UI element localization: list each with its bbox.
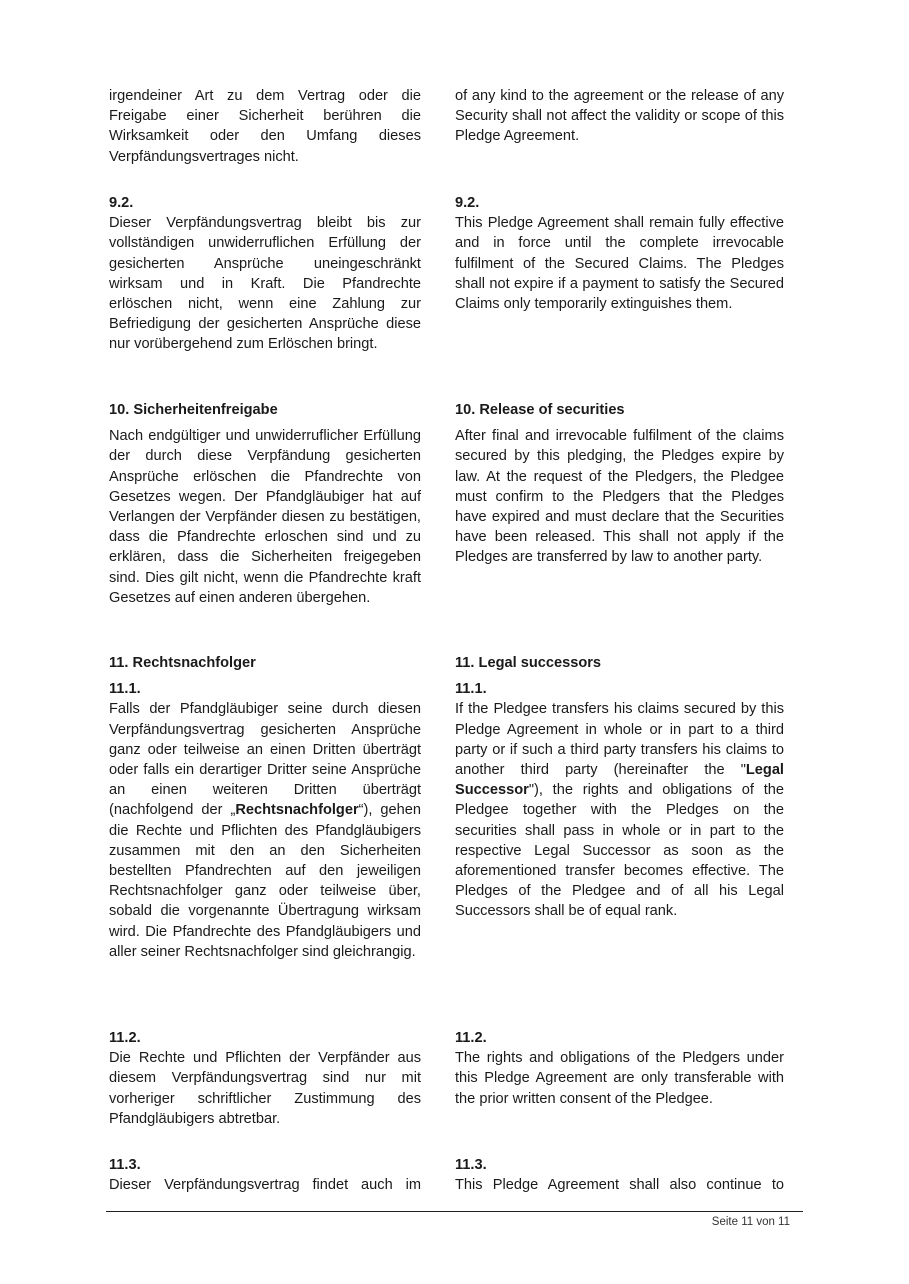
paragraph-text: Die Rechte und Pflichten der Verpfänder aus diesem Verpfändungsvertrag sind nur mit vorheriger schriftlicher Zustimmung des Pfandgläubigers abtretbar. [109,1050,421,1127]
clause-11-3-en [455,1155,784,1195]
paragraph-text [109,699,421,962]
paragraph-text: This Pledge Agreement shall also continue to [455,1177,784,1194]
paragraph-text: Dieser Verpfändungsvertrag findet auch im [109,1177,421,1194]
clause-11-2-de [109,1028,421,1129]
paragraph-text: The rights and obligations of the Pledgers under this Pledge Agreement are only transferable with the prior written consent of the Pledgee. [455,1050,784,1107]
clause-number: 11.2. [455,1030,487,1046]
text-after-term: “), gehen die Rechte und Pflichten des Pfandgläubigers zusammen mit den an den Sicherheiten bestellten Pfandrechten auf den jeweiligen Rechtsnachfolger ganz oder teilweise über, sobald die vorgenannte Übertragung wirksam wird. Die Pfandrechte des Pfandgläubigers und aller seiner Rechtsnachfolger sind gleichrangig. [109,802,421,960]
clause-9-2-en [455,193,784,314]
section-heading: 10. Release of securities [455,402,625,418]
text-before-term: Falls der Pfandgläubiger seine durch diesen Verpfändungsvertrag gesicherten Ansprüche ganz oder teilweise an einen Dritten überträgt oder falls ein derartiger Dritter seine Ansprüche an einen weiteren Dritten überträgt (nachfolgend der „ [109,701,421,819]
section-heading: 11. Rechtsnachfolger [109,655,256,671]
section-11-en [455,653,784,922]
clause-number: 11.1. [455,681,487,698]
section-10-de [109,400,421,608]
clause-number: 11.2. [109,1030,141,1046]
clause-number: 11.3. [455,1157,487,1173]
paragraph-text: Dieser Verpfändungsvertrag bleibt bis zur vollständigen unwiderruflichen Erfüllung der gesicherten Ansprüche uneingeschränkt wirksam und in Kraft. Die Pfandrechte erlöschen nicht, wenn eine Zahlung zur Befriedigung der gesicherten Ansprüche diese nur vorübergehend zum Erlöschen bringt. [109,215,421,353]
clause-11-2-en [455,1028,784,1109]
section-heading: 10. Sicherheitenfreigabe [109,402,278,418]
paragraph-text: of any kind to the agreement or the release of any Security shall not affect the validity or scope of this Pledge Agreement. [455,88,784,145]
clause-continuation-de [109,86,421,167]
text-before-term: If the Pledgee transfers his claims secured by this Pledge Agreement in whole or in part to a third party or if such a third party transfers his claims to another third party (hereinafter the " [455,701,784,779]
paragraph-text: Nach endgültiger und unwiderruflicher Erfüllung der durch diese Verpfändung gesicherten Ansprüche erlöschen die Pfandrechte von Gesetzes wegen. Der Pfandgläubiger hat auf Verlangen der Verpfänder diesen zu bestätigen, dass die Pfandrechte erloschen sind und zu erklären, dass die Sicherheiten freigegeben sind. Dies gilt nicht, wenn die Pfandrechte kraft Gesetzes auf einen anderen übergehen. [109,428,421,606]
section-heading: 11. Legal successors [455,655,602,671]
clause-number: 9.2. [109,195,134,211]
paragraph-text: After final and irrevocable fulfilment of the claims secured by this pledging, the Pledges expire by law. At the request of the Pledgers, the Pledgee must confirm to the Pledgers that the Pledges have expired and must declare that the Securities have been released. This shall not apply if the Pledges are transferred by law to another party. [455,428,784,566]
defined-term: Legal Successor [455,762,784,799]
defined-term: Rechtsnachfolger [235,802,359,819]
page-number: Seite 11 von 11 [711,1216,790,1228]
text-after-term: "), the rights and obligations of the Pledgee together with the Pledges on the securities shall pass in whole or in part to the respective Legal Successor as soon as the aforementioned transfer becomes effective. The Pledges of the Pledgee and of all his Legal Successors shall be of equal rank. [455,782,784,920]
clause-number: 11.1. [109,681,141,698]
section-11-de [109,653,421,962]
paragraph-text: irgendeiner Art zu dem Vertrag oder die Freigabe einer Sicherheit berühren die Wirksamkeit oder den Umfang dieses Verpfändungsvertrages nicht. [109,88,421,165]
clause-continuation-en [455,86,784,147]
section-10-en [455,400,784,568]
clause-9-2-de [109,193,421,355]
footer-divider [106,1211,803,1212]
clause-number: 11.3. [109,1157,141,1173]
clause-11-3-de [109,1155,421,1195]
clause-number: 9.2. [455,195,480,211]
paragraph-text: This Pledge Agreement shall remain fully effective and in force until the complete irrevocable fulfilment of the Secured Claims. The Pledges shall not expire if a payment to satisfy the Secured Claims only temporarily extinguishes them. [455,215,784,313]
paragraph-text [455,699,784,921]
